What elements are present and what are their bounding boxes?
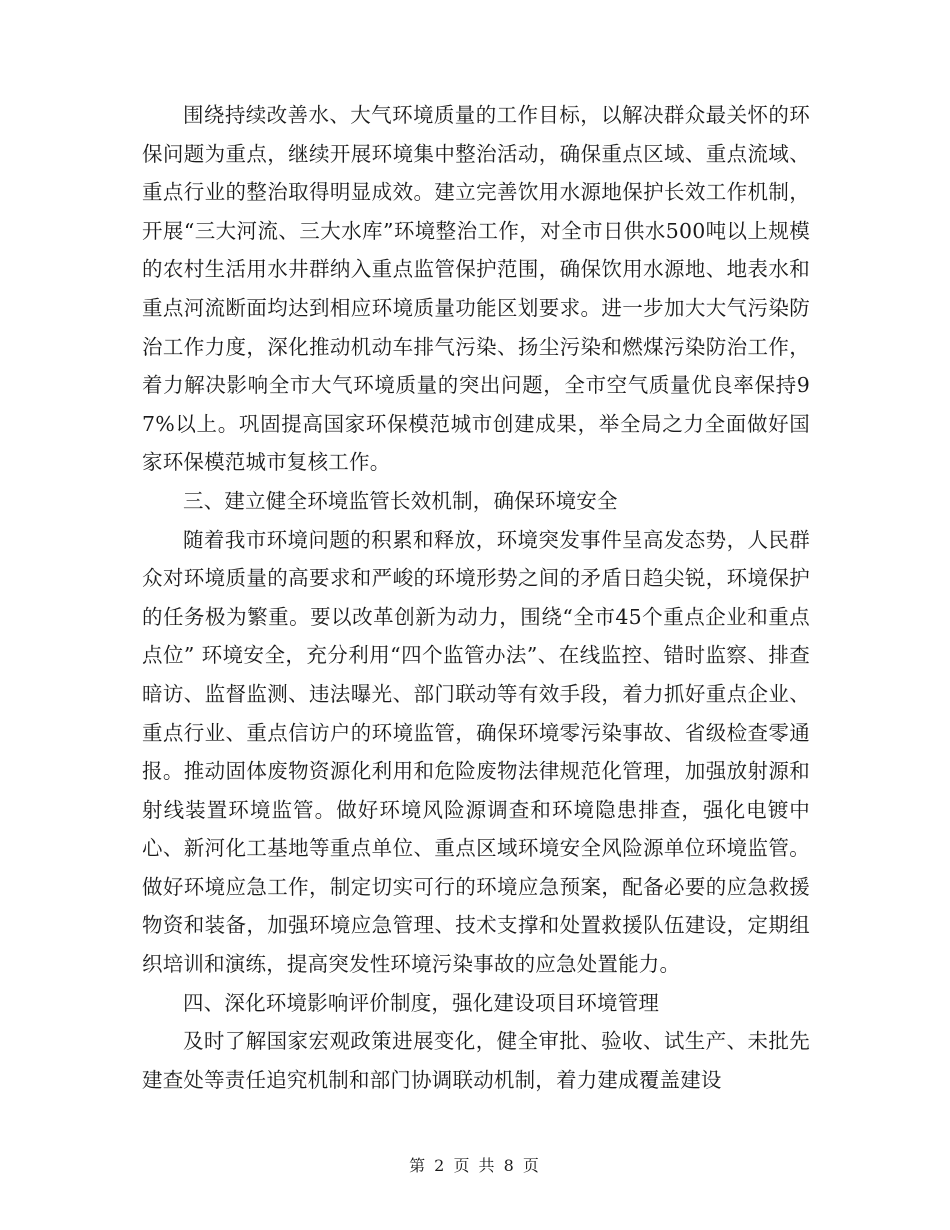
section-heading-4: 四、深化环境影响评价制度，强化建设项目环境管理 — [183, 990, 660, 1015]
page-number-footer: 第 2 页 共 8 页 — [409, 1156, 541, 1175]
paragraph-environment-supervision: 随着我市环境问题的积累和释放，环境突发事件呈高发态势，人民群众对环境质量的高要求和严峻的环境形势之间的矛盾日趋尖锐，环境保护的任务极为繁重。要以改革创新为动力，围绕“全市45个重点企业和重点点位” 环境安全，充分利用“四个监管办法”、在线监控、错时监察、排查暗访、监督监测、违法曝光、部门联动等有效手段，着力抓好重点企业、重点行业、重点信访户的环境监管，确保环境零污染事故、省级检查零通报。推动固体废物资源化利用和危险废物法律规范化管理，加强放射源和射线装置环境监管。做好环境风险源调查和环境隐患排查，强化电镀中心、新河化工基地等重点单位、重点区域环境安全风险源单位环境监管。做好环境应急工作，制定切实可行的环境应急预案，配备必要的应急救援物资和装备，加强环境应急管理、技术支撑和处置救援队伍建设，定期组织培训和演练，提高突发性环境污染事故的应急处置能力。 — [142, 527, 810, 977]
paragraph-eia-policy: 及时了解国家宏观政策进展变化，健全审批、验收、试生产、未批先建查处等责任追究机制和部门协调联动机制，着力建成覆盖建设 — [142, 1029, 810, 1092]
document-body — [142, 96, 810, 1099]
paragraph-water-air-quality: 围绕持续改善水、大气环境质量的工作目标，以解决群众最关怀的环保问题为重点，继续开展环境集中整治活动，确保重点区域、重点流域、重点行业的整治取得明显成效。建立完善饮用水源地保护长效工作机制，开展“三大河流、三大水库”环境整治工作，对全市日供水500吨以上规模的农村生活用水井群纳入重点监管保护范围，确保饮用水源地、地表水和重点河流断面均达到相应环境质量功能区划要求。进一步加大大气污染防治工作力度，深化推动机动车排气污染、扬尘污染和燃煤污染防治工作，着力解决影响全市大气环境质量的突出问题，全市空气质量优良率保持97%以上。巩固提高国家环保模范城市创建成果，举全局之力全面做好国家环保模范城市复核工作。 — [142, 103, 810, 475]
section-heading-3: 三、建立健全环境监管长效机制，确保环境安全 — [183, 488, 618, 513]
